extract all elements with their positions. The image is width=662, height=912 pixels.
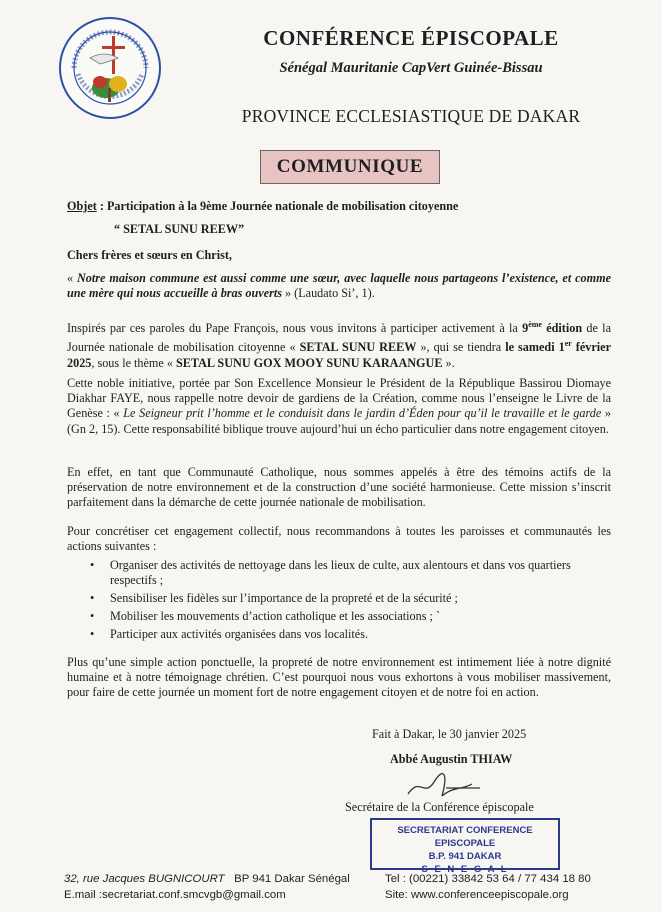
quote-text: Notre maison commune est aussi comme une sœur, avec laquelle nous partageons l’existence, et comme une mère qui nous accueille à bras ouverts bbox=[67, 271, 611, 301]
paragraph-invitation bbox=[67, 317, 611, 371]
footer-site: Site: www.conferenceepiscopale.org bbox=[385, 889, 569, 901]
official-stamp bbox=[370, 818, 560, 875]
stamp-line1: SECRETARIAT CONFERENCE EPISCOPALE bbox=[397, 825, 533, 849]
action-text: Organiser des activités de nettoyage dans les lieux de culte, aux alentours et dans vos quartiers respectifs ; bbox=[110, 558, 571, 587]
province-title: PROVINCE ECCLESIASTIQUE DE DAKAR bbox=[241, 106, 581, 126]
p2-a: Inspirés par ces paroles du Pape François, nous vous invitons à participer activement à la bbox=[67, 321, 523, 336]
p3-c: » (Gn 2, 15). Cette responsabilité biblique trouve aujourd’hui un écho particulier dans notre engagement citoyen. bbox=[67, 406, 611, 436]
stamp-line3: S E N E G A L bbox=[421, 864, 509, 875]
action-list-item bbox=[90, 627, 610, 642]
quote-open: « bbox=[67, 271, 77, 285]
footer-tel: Tel : (00221) 33842 53 64 / 77 434 18 80 bbox=[385, 873, 591, 885]
p2-date-sup: er bbox=[564, 339, 572, 349]
logo-emblem bbox=[56, 14, 164, 122]
p2-month: février 2025 bbox=[67, 340, 611, 370]
p2-i: , sous le thème « bbox=[91, 355, 176, 370]
signer-role: Secrétaire de la Conférence épiscopale bbox=[345, 800, 534, 814]
episcopal-logo bbox=[56, 14, 164, 122]
conference-title: CONFÉRENCE ÉPISCOPALE bbox=[263, 26, 559, 50]
footer-address: 32, rue Jacques BUGNICOURT bbox=[64, 873, 225, 885]
p3-genesis-quote: Le Seigneur prit l’homme et le conduisit dans le jardin d’Éden pour qu’il le travaille et le garde bbox=[123, 406, 602, 421]
quote-source: » (Laudato Si’, 1). bbox=[281, 286, 375, 301]
place-date: Fait à Dakar, le 30 janvier 2025 bbox=[372, 727, 527, 741]
bullet-icon: • bbox=[90, 558, 95, 572]
paragraph-laudato-si bbox=[67, 271, 611, 301]
signer-name: Abbé Augustin THIAW bbox=[390, 752, 513, 766]
bullet-icon: • bbox=[90, 609, 95, 623]
footer-right bbox=[385, 871, 591, 903]
p2-setal: SETAL SUNU REEW bbox=[299, 340, 417, 355]
p2-theme: SETAL SUNU GOX MOOY SUNU KARAANGUE bbox=[176, 355, 443, 370]
countries-subtitle: Sénégal Mauritanie CapVert Guinée-Bissau bbox=[279, 60, 543, 76]
action-text: Sensibiliser les fidèles sur l’importance de la propreté et de la sécurité ; bbox=[110, 591, 458, 605]
objet-text: : Participation à la 9ème Journée nationale de mobilisation citoyenne bbox=[96, 199, 459, 213]
action-list-item bbox=[90, 609, 610, 624]
communique-heading: COMMUNIQUE bbox=[260, 150, 440, 184]
p2-edition-num: 9 bbox=[522, 321, 529, 336]
objet-line bbox=[67, 199, 611, 214]
objet-label: Objet bbox=[67, 199, 97, 213]
action-text: Participer aux activités organisées dans vos localités. bbox=[110, 627, 369, 641]
action-text: Mobiliser les mouvements d’action catholique et les associations ; ` bbox=[110, 609, 441, 623]
p2-edition-sup: ème bbox=[528, 320, 542, 329]
p3-a: Cette noble initiative, portée par Son Excellence Monsieur le Président de la République Bassirou Diomaye Diakhar FAYE, nous rappelle notre devoir de gardiens de la Création, comme nous l’enseigne le Livre de la Genèse : « bbox=[67, 376, 611, 421]
paragraph-initiative bbox=[67, 376, 611, 437]
bullet-icon: • bbox=[90, 591, 95, 605]
paragraph-conclusion: Plus qu’une simple action ponctuelle, la propreté de notre environnement est intimement liée à notre dignité humaine et à notre témoignage chrétien. C’est pourquoi nous vous exhortons à vous mobiliser massivement, pour faire de cette journée un moment fort de notre engagement citoyen et de notre foi en action. bbox=[67, 655, 611, 700]
paragraph-community: En effet, en tant que Communauté Catholique, nous sommes appelés à être des témoins actifs de la préservation de notre environnement et de la construction d’une société harmonieuse. Cette mission s’inscrit parfaitement dans la démarche de cette journée nationale de mobilisation. bbox=[67, 465, 611, 510]
footer-left bbox=[64, 871, 350, 903]
footer-email: E.mail :secretariat.conf.smcvgb@gmail.com bbox=[64, 889, 286, 901]
p2-date: le samedi 1 bbox=[505, 340, 565, 355]
p2-k: ». bbox=[442, 355, 455, 370]
action-list-item bbox=[90, 558, 610, 588]
paragraph-recommendations: Pour concrétiser cet engagement collectif, nous recommandons à toutes les paroisses et communautés les actions suivantes : bbox=[67, 524, 611, 554]
p2-d: de la Journée nationale de mobilisation citoyenne « bbox=[67, 321, 611, 355]
greeting: Chers frères et sœurs en Christ, bbox=[67, 248, 232, 262]
bullet-icon: • bbox=[90, 627, 95, 641]
p2-f: », qui se tiendra bbox=[416, 340, 506, 355]
action-list-item bbox=[90, 591, 610, 606]
footer-bp: BP 941 Dakar Sénégal bbox=[234, 873, 350, 885]
stamp-line2: B.P. 941 DAKAR bbox=[428, 851, 502, 862]
p2-edition: édition bbox=[541, 321, 583, 336]
objet-setal: “ SETAL SUNU REEW” bbox=[114, 222, 245, 236]
